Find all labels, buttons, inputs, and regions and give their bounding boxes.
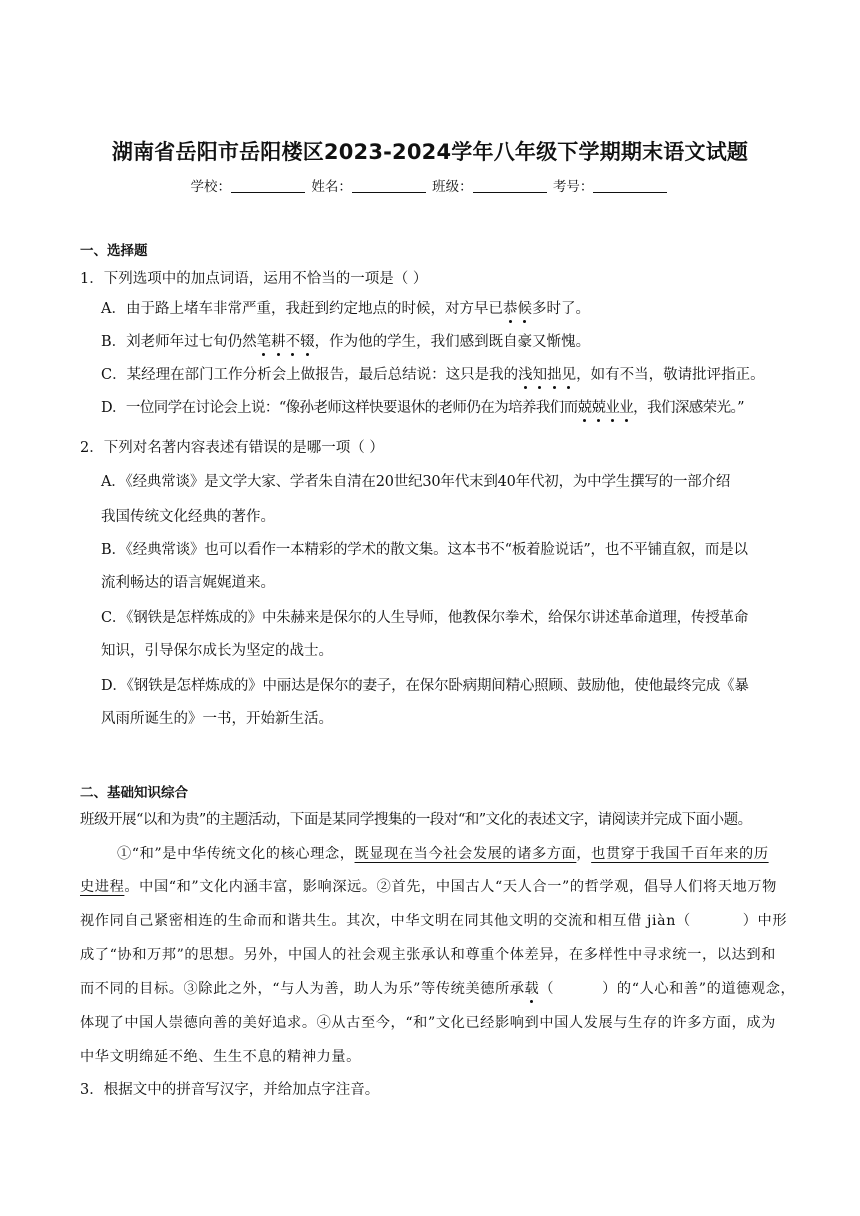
section-heading-choice: 一、选择题 bbox=[80, 243, 148, 259]
dotted-char: 业 bbox=[619, 400, 634, 416]
passage-text: 而不同的目标。③除此之外，“与人为善，助人为乐”等传统美德所承 bbox=[80, 981, 525, 997]
q3-stem: 3．根据文中的拼音写汉字，并给加点字注音。 bbox=[80, 1082, 380, 1098]
passage-text: 视作同自己紧密相连的生命而和谐共生。其次，中华文明在同其他文明的交流和相互借 jiàn（ bbox=[80, 913, 691, 929]
passage-text: ）的“人心和善”的道德观念， bbox=[602, 981, 796, 997]
passage-text: ， bbox=[576, 846, 592, 862]
q1-d-post: ，我们深感荣光。” bbox=[633, 400, 744, 416]
section-heading-basic-knowledge: 二、基础知识综合 bbox=[80, 785, 188, 801]
q1-b-post: ，作为他的学生，我们感到既自豪又惭愧。 bbox=[314, 334, 591, 350]
q1-a-pre: A．由于路上堵车非常严重，我赶到约定地点的时候，对方早已 bbox=[101, 301, 503, 317]
q1-option-a bbox=[101, 299, 590, 319]
q2-option-b-line2: 流利畅达的语言娓娓道来。 bbox=[101, 575, 275, 591]
passage-text: ①“和”是中华传统文化的核心理念， bbox=[117, 846, 355, 862]
dotted-char: 业 bbox=[605, 400, 620, 416]
underlined-phrase-1: 既显现在当今社会发展的诸多方面 bbox=[354, 846, 577, 862]
passage-text: 。中国“和”文化内涵丰富，影响深远。②首先，中国古人“天人合一”的哲学观，倡导人们将天地万物 bbox=[124, 879, 777, 895]
passage-line-6: 体现了中国人崇德向善的美好追求。④从古至今，“和”文化已经影响到中国人发展与生存的许多方面，成为 bbox=[80, 1015, 776, 1031]
q1-a-dotted bbox=[503, 301, 532, 317]
dotted-char: 见 bbox=[561, 367, 577, 383]
student-info-row bbox=[0, 175, 860, 195]
q1-option-b bbox=[101, 332, 590, 352]
q2-stem: 2．下列对名著内容表述有错误的是哪一项（ ） bbox=[80, 440, 384, 456]
passage-line-7: 中华文明绵延不绝、生生不息的精神力量。 bbox=[80, 1049, 361, 1065]
q2-option-a-line2: 我国传统文化经典的著作。 bbox=[101, 509, 275, 525]
underlined-phrase-2: 也贯穿于我国千百年来的历 bbox=[591, 846, 769, 862]
dotted-char: 不 bbox=[285, 334, 301, 350]
passage-text: （ bbox=[539, 981, 555, 997]
passage-line-1 bbox=[117, 844, 769, 864]
passage-line-4: 成了“协和万邦”的思想。另外，中国人的社会观主张承认和尊重个体差异，在多样性中寻求统一，以达到和 bbox=[80, 947, 776, 963]
q2-option-b-line1: B．《经典常谈》也可以看作一本精彩的学术的散文集。这本书不“板着脸说话”，也不平铺直叙，而是以 bbox=[101, 542, 748, 558]
dotted-char: 知 bbox=[532, 367, 548, 383]
dotted-char-zai: 载 bbox=[524, 981, 540, 997]
dotted-char: 候 bbox=[517, 301, 532, 317]
dotted-char: 耕 bbox=[271, 334, 286, 350]
dotted-char: 浅 bbox=[518, 367, 533, 383]
q1-c-dotted bbox=[518, 367, 576, 383]
class-blank[interactable] bbox=[473, 178, 547, 193]
passage-line-3 bbox=[80, 911, 787, 931]
q2-option-d-line1: D．《钢铁是怎样炼成的》中丽达是保尔的妻子，在保尔卧病期间精心照顾、鼓励他，使他最终完成《暴 bbox=[101, 678, 749, 694]
class-label: 班级： bbox=[432, 179, 473, 195]
q1-d-dotted bbox=[578, 400, 634, 416]
q1-c-post: ，如有不当，敬请批评指正。 bbox=[576, 367, 765, 383]
section2-intro: 班级开展“以和为贵”的主题活动，下面是某同学搜集的一段对“和”文化的表述文字，请阅读并完成下面小题。 bbox=[80, 812, 752, 828]
q1-option-d bbox=[101, 398, 744, 418]
q2-option-a-line1: A．《经典常谈》是文学大家、学者朱自清在20世纪30年代末到40年代初，为中学生撰写的一部介绍 bbox=[101, 474, 731, 490]
q1-b-dotted bbox=[257, 334, 315, 350]
dotted-char: 兢 bbox=[591, 400, 606, 416]
q1-c-pre: C．某经理在部门工作分析会上做报告，最后总结说：这只是我的 bbox=[101, 367, 519, 383]
school-label: 学校： bbox=[190, 179, 232, 195]
q2-option-c-line1: C．《钢铁是怎样炼成的》中朱赫来是保尔的人生导师，他教保尔拳术，给保尔讲述革命道理，传授革命 bbox=[101, 610, 749, 626]
q1-a-post: 多时了。 bbox=[531, 301, 590, 317]
q2-option-d-line2: 风雨所诞生的》一书，开始新生活。 bbox=[101, 711, 333, 727]
dotted-char: 辍 bbox=[300, 334, 315, 350]
dotted-char: 兢 bbox=[577, 400, 592, 416]
exam-no-blank[interactable] bbox=[593, 178, 667, 193]
dotted-char: 恭 bbox=[502, 301, 518, 317]
q1-stem: 1．下列选项中的加点词语，运用不恰当的一项是（ ） bbox=[80, 271, 428, 287]
passage-line-5 bbox=[80, 979, 795, 999]
exam-no-label: 考号： bbox=[552, 179, 594, 195]
page-title: 湖南省岳阳市岳阳楼区2023-2024学年八年级下学期期末语文试题 bbox=[111, 140, 749, 164]
name-label: 姓名： bbox=[311, 179, 352, 195]
school-blank[interactable] bbox=[231, 178, 305, 193]
q1-d-pre: D．一位同学在讨论会上说：“像孙老师这样快要退休的老师仍在为培养我们而 bbox=[101, 400, 578, 416]
dotted-char: 笔 bbox=[256, 334, 272, 350]
passage-line-2 bbox=[80, 877, 777, 897]
underlined-phrase-3: 史进程 bbox=[80, 879, 125, 895]
q1-b-pre: B．刘老师年过七旬仍然 bbox=[101, 334, 257, 350]
name-blank[interactable] bbox=[352, 178, 426, 193]
q2-option-c-line2: 知识，引导保尔成长为坚定的战士。 bbox=[101, 643, 333, 659]
q1-option-c bbox=[101, 365, 765, 385]
passage-text: ）中形 bbox=[742, 913, 788, 929]
dotted-char: 拙 bbox=[547, 367, 562, 383]
